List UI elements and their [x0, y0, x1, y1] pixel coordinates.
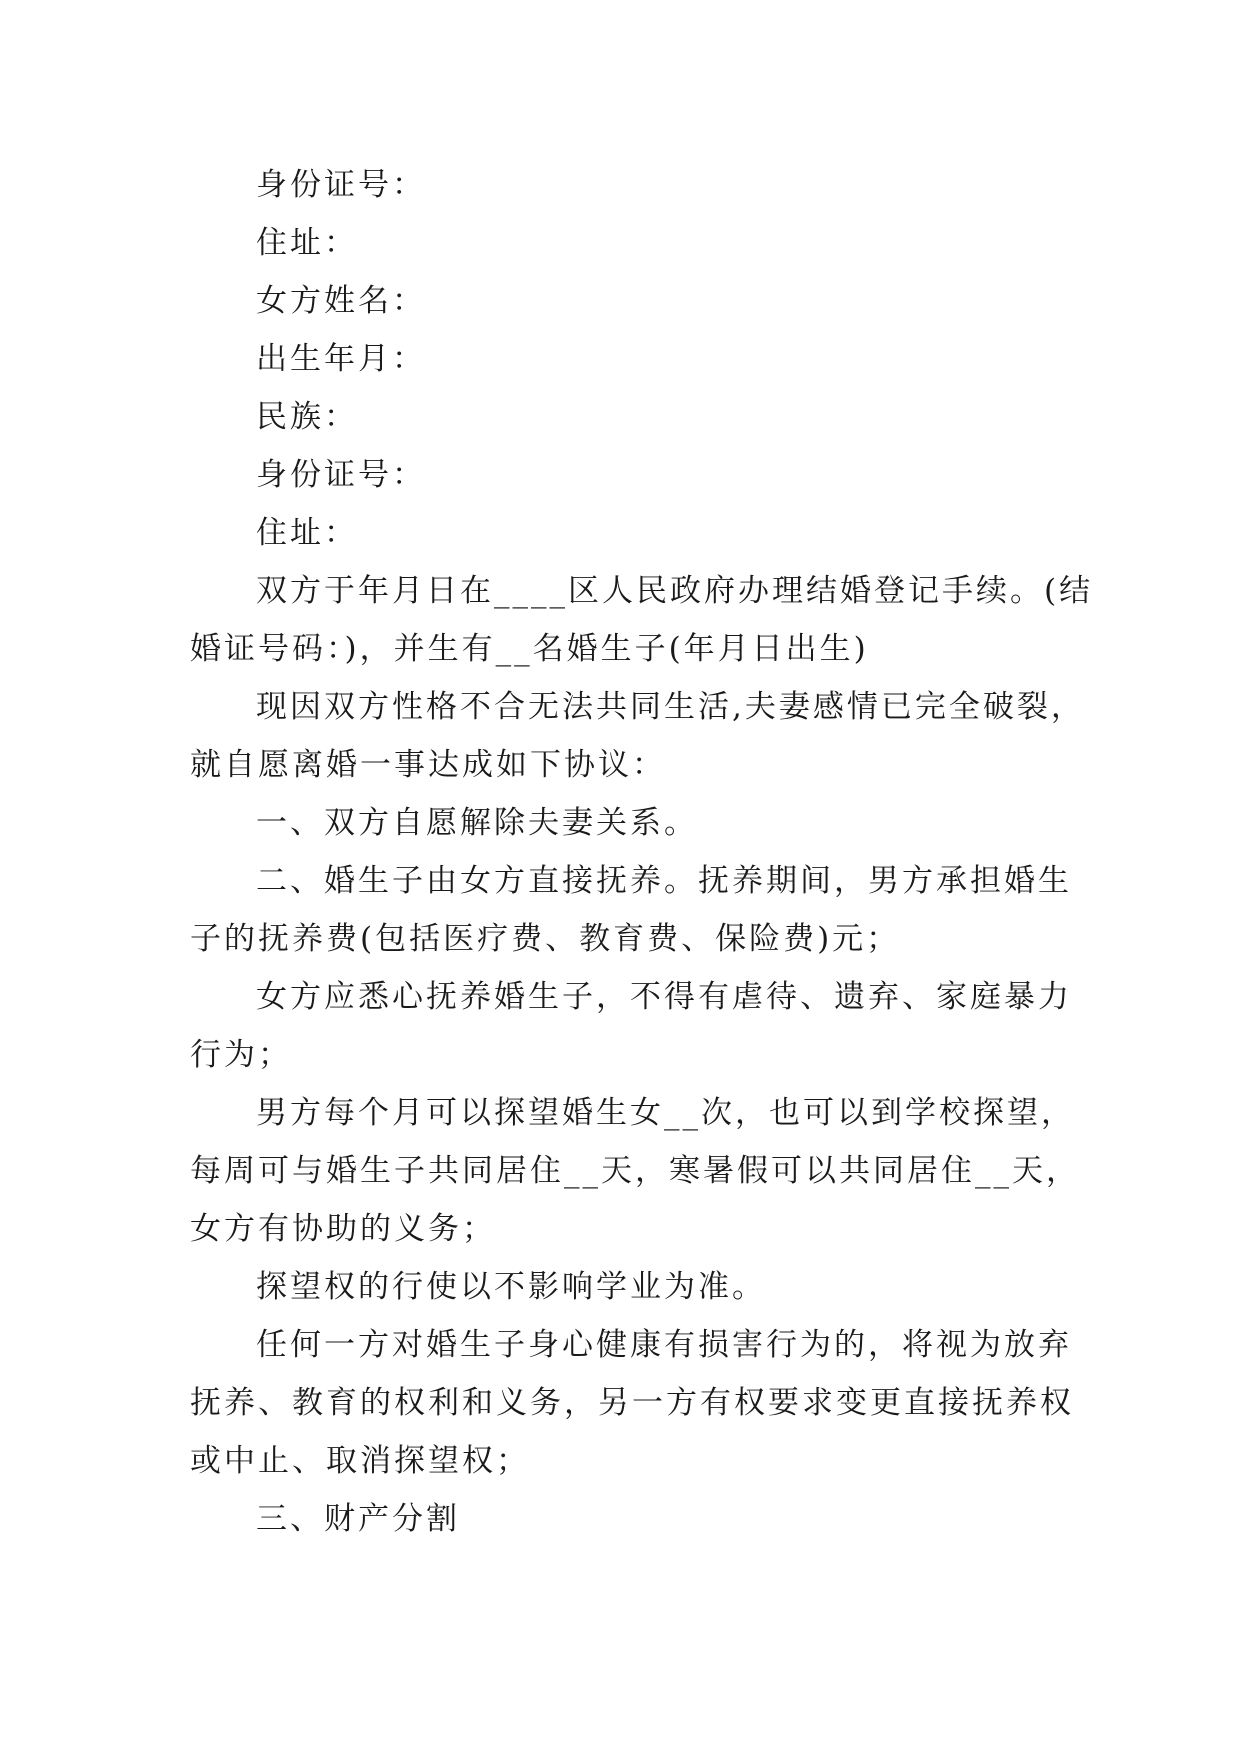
- text-line: 住址：: [256, 515, 358, 551]
- text-line: 一、双方自愿解除夫妻关系。: [256, 805, 698, 841]
- text-line: 身份证号：: [256, 457, 426, 493]
- text-line: 抚养、教育的权利和义务，另一方有权要求变更直接抚养权: [190, 1385, 1074, 1421]
- text-line: 民族：: [256, 399, 358, 435]
- text-line: 现因双方性格不合无法共同生活,夫妻感情已完全破裂，: [256, 689, 1085, 725]
- text-line: 每周可与婚生子共同居住__天，寒暑假可以共同居住__天，: [190, 1153, 1080, 1189]
- text-line: 身份证号：: [256, 167, 426, 203]
- text-line: 二、婚生子由女方直接抚养。抚养期间，男方承担婚生: [256, 863, 1072, 899]
- text-line: 女方姓名：: [256, 283, 426, 319]
- text-line: 婚证号码：)，并生有__名婚生子(年月日出生): [190, 631, 869, 667]
- text-line: 行为；: [190, 1037, 292, 1073]
- text-line: 住址：: [256, 225, 358, 261]
- text-line: 子的抚养费(包括医疗费、教育费、保险费)元；: [190, 921, 901, 957]
- section-heading: 三、财产分割: [256, 1501, 460, 1537]
- text-line: 探望权的行使以不影响学业为准。: [256, 1269, 766, 1305]
- text-line: 出生年月：: [256, 341, 426, 377]
- text-line: 任何一方对婚生子身心健康有损害行为的，将视为放弃: [256, 1327, 1072, 1363]
- text-line: 双方于年月日在____区人民政府办理结婚登记手续。(结: [256, 573, 1094, 609]
- text-line: 女方应悉心抚养婚生子，不得有虐待、遗弃、家庭暴力: [256, 979, 1072, 1015]
- text-line: 或中止、取消探望权；: [190, 1443, 530, 1479]
- text-line: 女方有协助的义务；: [190, 1211, 496, 1247]
- text-line: 男方每个月可以探望婚生女__次，也可以到学校探望，: [256, 1095, 1075, 1131]
- text-line: 就自愿离婚一事达成如下协议：: [190, 747, 666, 783]
